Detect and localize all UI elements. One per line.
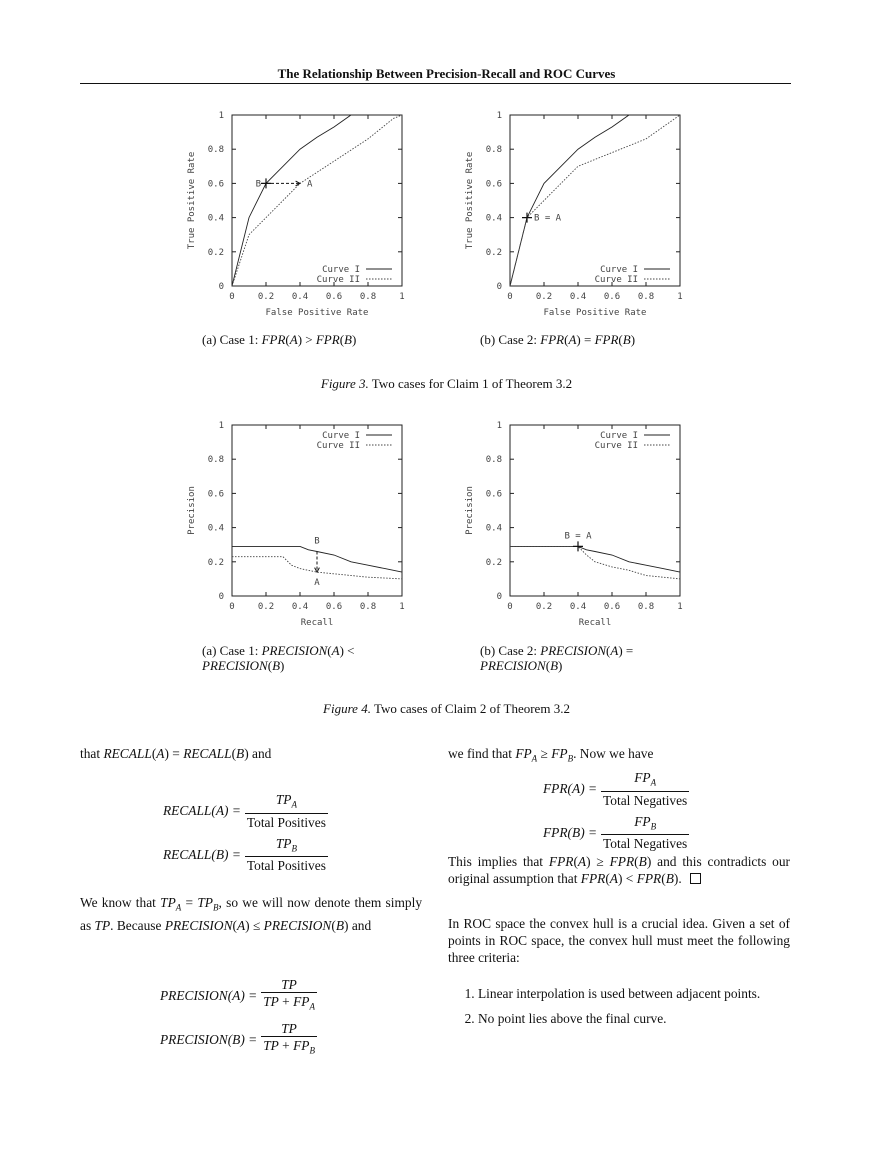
x-tick-label: 0 xyxy=(507,292,513,302)
x-tick-label: 0.6 xyxy=(603,602,621,612)
x-axis-label: False Positive Rate xyxy=(543,308,647,318)
x-tick-label: 0.6 xyxy=(603,292,621,302)
eq-precision-a-lhs: PRECISION(A) = xyxy=(160,987,258,1003)
x-tick-label: 0.8 xyxy=(359,292,377,302)
y-tick-label: 0.2 xyxy=(485,247,502,258)
y-tick-label: 0 xyxy=(496,592,502,602)
legend-label: Curve I xyxy=(600,265,638,275)
fig3-caption: Figure 3. Two cases for Claim 1 of Theorem 3.2 xyxy=(320,376,573,391)
y-axis-label: Precision xyxy=(187,486,197,535)
left-p2: We know that $TP_A = TP_B$, so we will now denote them simply as TP. Because PRECISION(A) ≤ PRECISION(B) and xyxy=(80,895,423,933)
series-line xyxy=(232,115,402,286)
fig4-caption: Figure 4. Two cases of Claim 2 of Theorem 3.2 xyxy=(323,701,570,716)
header-rule xyxy=(80,83,791,84)
y-tick-label: 0.2 xyxy=(207,247,224,258)
eq-recall-b-frac: $\frac{TP_B}{\text{Total Positives}}$ xyxy=(246,835,326,874)
eq-precision-b-frac: $\frac{TP}{TP + FP_B}$ xyxy=(261,1021,317,1059)
eq-fpr-a-frac: $\frac{FP_A}{\text{Total Negatives}}$ xyxy=(603,770,688,808)
fig4b-chart xyxy=(458,415,698,630)
series-line xyxy=(510,115,680,286)
x-tick-label: 0 xyxy=(229,602,235,612)
point-label: B = A xyxy=(564,531,592,542)
x-tick-label: 0.8 xyxy=(359,602,377,612)
x-axis-label: False Positive Rate xyxy=(265,308,369,318)
fig3b-chart xyxy=(458,105,698,320)
running-header: The Relationship Between Precision-Recall and ROC Curves xyxy=(277,66,616,81)
y-tick-label: 0.6 xyxy=(207,179,224,190)
fig3a-caption: (a) Case 1: FPR(A) > FPR(B) xyxy=(202,332,357,347)
x-tick-label: 0.8 xyxy=(637,292,655,302)
x-tick-label: 0.4 xyxy=(291,292,309,302)
x-tick-label: 0 xyxy=(229,292,235,302)
y-tick-label: 0.4 xyxy=(207,523,224,534)
fig4a-svg xyxy=(180,415,420,630)
y-tick-label: 0.2 xyxy=(485,557,502,568)
precision-equations xyxy=(160,977,317,1058)
eq-recall-a-lhs: RECALL(A) = xyxy=(163,802,241,818)
fig3a-chart xyxy=(180,105,420,320)
x-tick-label: 0.4 xyxy=(569,602,587,612)
right-p2: This implies that FPR(A) ≥ FPR(B) and this contradicts our original assumption that FPR(A) < FPR(B). xyxy=(448,854,790,886)
point-label: A xyxy=(307,179,313,190)
legend-label: Curve II xyxy=(316,275,360,285)
x-tick-label: 0.2 xyxy=(257,292,275,302)
fig3b-svg xyxy=(458,105,698,320)
y-tick-label: 0.6 xyxy=(207,489,224,500)
legend-label: Curve I xyxy=(322,265,360,275)
legend-label: Curve I xyxy=(600,431,638,441)
y-tick-label: 0.8 xyxy=(207,145,224,156)
y-tick-label: 0 xyxy=(218,282,224,292)
right-p1: we find that $FP_A \ge FP_B$. Now we have xyxy=(448,746,654,764)
x-tick-label: 1 xyxy=(399,292,405,302)
eq-precision-b-lhs: PRECISION(B) = xyxy=(160,1031,258,1047)
legend-label: Curve II xyxy=(316,441,360,451)
left-p1: that RECALL(A) = RECALL(B) and xyxy=(80,746,272,761)
point-label: B xyxy=(255,179,261,190)
fig3b-caption: (b) Case 2: FPR(A) = FPR(B) xyxy=(480,332,636,347)
x-tick-label: 0.6 xyxy=(325,602,343,612)
x-axis-label: Recall xyxy=(300,618,334,628)
fig4b-svg xyxy=(458,415,698,630)
eq-recall-b-lhs: RECALL(B) = xyxy=(163,846,241,862)
y-tick-label: 1 xyxy=(496,111,502,121)
x-tick-label: 1 xyxy=(399,602,405,612)
series-line xyxy=(510,546,680,572)
list-item: 1. Linear interpolation is used between adjacent points. xyxy=(478,985,790,1002)
eq-fpr-b-frac: $\frac{FP_B}{\text{Total Negatives}}$ xyxy=(603,813,688,852)
y-tick-label: 0.4 xyxy=(207,213,224,224)
y-axis-label: True Positive Rate xyxy=(465,151,475,250)
point-label: B xyxy=(314,536,320,547)
y-tick-label: 0 xyxy=(218,592,224,602)
y-axis-label: Precision xyxy=(465,486,475,535)
y-tick-label: 0.4 xyxy=(485,213,502,224)
y-tick-label: 0.8 xyxy=(485,455,502,466)
y-tick-label: 0.6 xyxy=(485,489,502,500)
x-tick-label: 1 xyxy=(677,602,683,612)
eq-precision-a-frac: $\frac{TP}{TP + FP_A}$ xyxy=(261,977,317,1015)
fig4b-caption: (b) Case 2: PRECISION(A) = PRECISION(B) xyxy=(480,643,634,673)
x-tick-label: 0.2 xyxy=(535,292,553,302)
y-tick-label: 1 xyxy=(496,421,502,431)
x-tick-label: 0.2 xyxy=(257,602,275,612)
y-axis-label: True Positive Rate xyxy=(187,151,197,250)
x-tick-label: 0.4 xyxy=(569,292,587,302)
eq-recall-a-frac: $\frac{TP_A}{\text{Total Positives}}$ xyxy=(246,792,326,830)
legend-label: Curve II xyxy=(594,275,638,285)
eq-fpr-a-lhs: FPR(A) = xyxy=(543,780,598,796)
list-item: 2. No point lies above the final curve. xyxy=(478,1010,790,1027)
y-tick-label: 0.6 xyxy=(485,179,502,190)
x-tick-label: 0.2 xyxy=(535,602,553,612)
recall-equations xyxy=(163,792,328,873)
criteria-list xyxy=(448,985,790,1035)
x-tick-label: 0.8 xyxy=(637,602,655,612)
y-tick-label: 0.8 xyxy=(207,455,224,466)
y-tick-label: 0.2 xyxy=(207,557,224,568)
right-p3: In ROC space the convex hull is a crucial idea. Given a set of points in ROC space, the convex hull must meet the following three criteria: xyxy=(448,916,790,965)
legend-label: Curve II xyxy=(594,441,638,451)
x-tick-label: 0 xyxy=(507,602,513,612)
point-label: B = A xyxy=(534,213,562,224)
y-tick-label: 0.8 xyxy=(485,145,502,156)
fig3a-svg xyxy=(180,105,420,320)
legend-label: Curve I xyxy=(322,431,360,441)
y-tick-label: 0 xyxy=(496,282,502,292)
y-tick-label: 1 xyxy=(218,111,224,121)
qed-symbol xyxy=(690,873,701,884)
x-tick-label: 0.4 xyxy=(291,602,309,612)
point-label: A xyxy=(314,578,320,589)
x-tick-label: 1 xyxy=(677,292,683,302)
x-axis-label: Recall xyxy=(578,618,612,628)
eq-fpr-b-lhs: FPR(B) = xyxy=(543,824,598,840)
y-tick-label: 0.4 xyxy=(485,523,502,534)
x-tick-label: 0.6 xyxy=(325,292,343,302)
fig4a-caption: (a) Case 1: PRECISION(A) < PRECISION(B) xyxy=(202,643,355,673)
fig4a-chart xyxy=(180,415,420,630)
fpr-equations xyxy=(543,770,689,851)
y-tick-label: 1 xyxy=(218,421,224,431)
